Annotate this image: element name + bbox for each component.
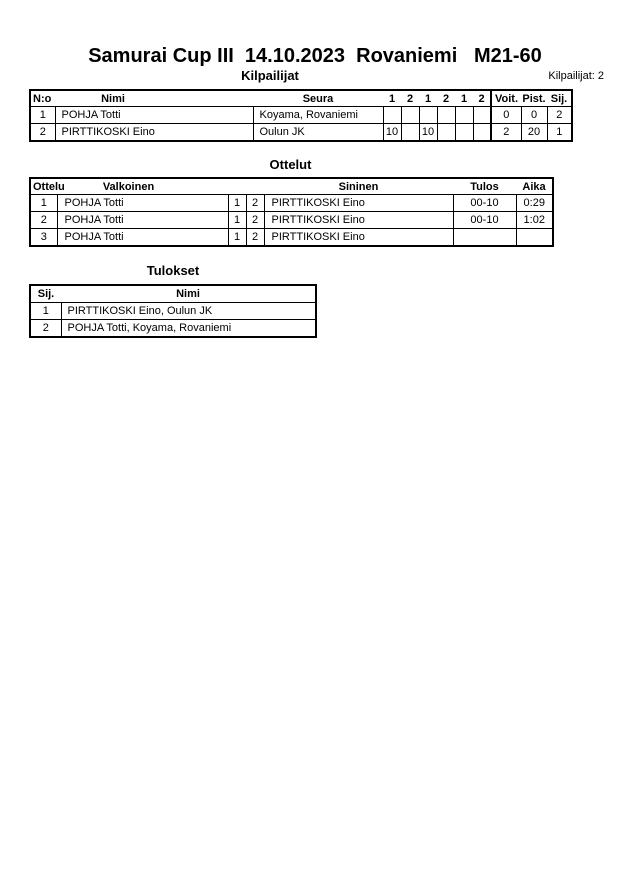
col-header-result: Tulos xyxy=(453,178,516,195)
competitor-club: Oulun JK xyxy=(253,124,383,142)
col-header-points: Pist. xyxy=(521,90,547,107)
result-name: PIRTTIKOSKI Eino, Oulun JK xyxy=(61,303,316,320)
col-header-match: Ottelu xyxy=(30,178,57,195)
col-header-round-2: 2 xyxy=(401,90,419,107)
place-cell: 2 xyxy=(547,107,572,124)
match-no: 3 xyxy=(30,229,57,247)
col-header-place: Sij. xyxy=(30,285,61,303)
competitor-no: 1 xyxy=(30,107,55,124)
blue-player-no: 2 xyxy=(246,212,264,229)
match-row xyxy=(30,212,553,229)
score-cell xyxy=(401,124,419,142)
competitor-name: POHJA Totti xyxy=(55,107,253,124)
score-cell xyxy=(455,107,473,124)
score-cell xyxy=(437,124,455,142)
white-player: POHJA Totti xyxy=(57,195,228,212)
match-result: 00-10 xyxy=(453,212,516,229)
col-header-time: Aika xyxy=(516,178,553,195)
col-header-round-4: 2 xyxy=(437,90,455,107)
matches-header-row xyxy=(30,178,553,195)
col-header-round-1: 1 xyxy=(383,90,401,107)
matches-table xyxy=(29,177,554,247)
results-table xyxy=(29,284,317,338)
col-header-place: Sij. xyxy=(547,90,572,107)
competitor-name: PIRTTIKOSKI Eino xyxy=(55,124,253,142)
competitor-no: 2 xyxy=(30,124,55,142)
blue-player-no: 2 xyxy=(246,195,264,212)
competitor-row xyxy=(30,107,572,124)
points-cell: 0 xyxy=(521,107,547,124)
match-result xyxy=(453,229,516,247)
place-cell: 1 xyxy=(547,124,572,142)
competitor-count-label: Kilpailijat: 2 xyxy=(548,70,604,82)
blue-player-no: 2 xyxy=(246,229,264,247)
score-cell xyxy=(419,107,437,124)
competitors-header-row xyxy=(30,90,572,107)
competitor-club: Koyama, Rovaniemi xyxy=(253,107,383,124)
score-cell xyxy=(473,107,491,124)
match-row xyxy=(30,229,553,247)
result-name: POHJA Totti, Koyama, Rovaniemi xyxy=(61,320,316,338)
col-header-club: Seura xyxy=(253,90,383,107)
col-header-blue-no xyxy=(246,178,264,195)
page-title: Samurai Cup III 14.10.2023 Rovaniemi M21-60 xyxy=(88,45,542,67)
score-cell xyxy=(401,107,419,124)
result-row xyxy=(30,320,316,338)
result-row xyxy=(30,303,316,320)
competitor-row xyxy=(30,124,572,142)
wins-cell: 0 xyxy=(491,107,521,124)
white-player-no: 1 xyxy=(228,229,246,247)
match-time: 1:02 xyxy=(516,212,553,229)
score-cell xyxy=(383,107,401,124)
white-player-no: 1 xyxy=(228,195,246,212)
white-player: POHJA Totti xyxy=(57,212,228,229)
wins-cell: 2 xyxy=(491,124,521,142)
col-header-name: Nimi xyxy=(61,285,316,303)
white-player: POHJA Totti xyxy=(57,229,228,247)
col-header-blue: Sininen xyxy=(264,178,453,195)
blue-player: PIRTTIKOSKI Eino xyxy=(264,195,453,212)
section-heading-competitors: Kilpailijat xyxy=(241,68,299,83)
col-header-no: N:o xyxy=(30,90,55,107)
points-cell: 20 xyxy=(521,124,547,142)
match-row xyxy=(30,195,553,212)
col-header-wins: Voit. xyxy=(491,90,521,107)
col-header-name: Nimi xyxy=(55,90,253,107)
results-header-row xyxy=(30,285,316,303)
result-place: 1 xyxy=(30,303,61,320)
section-heading-results: Tulokset xyxy=(146,263,200,278)
section-heading-matches: Ottelut xyxy=(269,157,312,172)
match-time xyxy=(516,229,553,247)
match-no: 1 xyxy=(30,195,57,212)
score-cell xyxy=(437,107,455,124)
score-cell: 10 xyxy=(383,124,401,142)
col-header-white-no xyxy=(228,178,246,195)
score-cell xyxy=(473,124,491,142)
result-place: 2 xyxy=(30,320,61,338)
col-header-white: Valkoinen xyxy=(57,178,228,195)
col-header-round-5: 1 xyxy=(455,90,473,107)
competitors-table xyxy=(29,89,573,142)
white-player-no: 1 xyxy=(228,212,246,229)
match-no: 2 xyxy=(30,212,57,229)
blue-player: PIRTTIKOSKI Eino xyxy=(264,212,453,229)
blue-player: PIRTTIKOSKI Eino xyxy=(264,229,453,247)
score-cell xyxy=(455,124,473,142)
col-header-round-6: 2 xyxy=(473,90,491,107)
col-header-round-3: 1 xyxy=(419,90,437,107)
score-cell: 10 xyxy=(419,124,437,142)
match-result: 00-10 xyxy=(453,195,516,212)
match-time: 0:29 xyxy=(516,195,553,212)
